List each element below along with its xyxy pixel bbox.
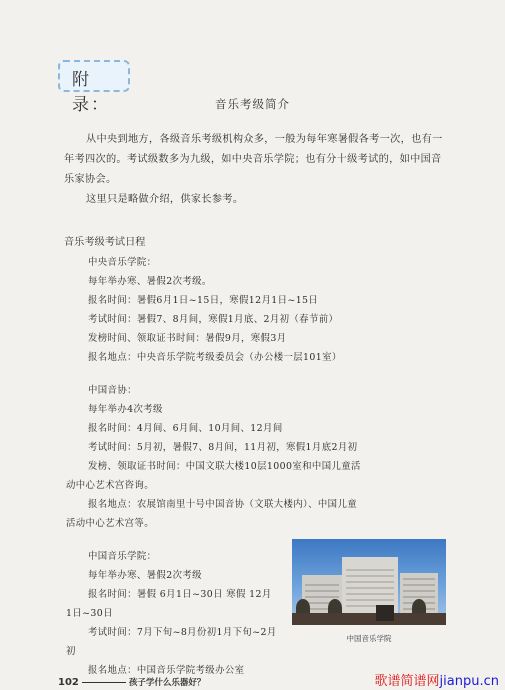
- watermark-en: jianpu.cn: [439, 674, 499, 689]
- ccm-name: 中国音乐学院：: [88, 551, 157, 562]
- page-number: 102: [58, 677, 79, 688]
- cma-line: 发榜、领取证书时间：中国文联大楼10层1000室和中国儿童活: [88, 461, 361, 472]
- conservatory-photo: [292, 539, 446, 625]
- ccom-line: 报名时间：暑假6月1日~15日，寒假12月1日~15日: [88, 295, 319, 306]
- intro-line-3: 乐家协会。: [64, 174, 117, 185]
- cma-line: 活动中心艺术宫等。: [66, 518, 154, 529]
- cma-line: 动中心艺术宫咨询。: [66, 480, 154, 491]
- intro-line-4: 这里只是略做介绍，供家长参考。: [86, 194, 244, 205]
- ccom-line: 发榜时间、领取证书时间：暑假9月，寒假3月: [88, 333, 287, 344]
- schedule-title: 音乐考级考试日程: [64, 237, 146, 248]
- ccm-line: 初: [66, 646, 76, 657]
- page-title: 音乐考级简介: [215, 97, 290, 111]
- ccom-line: 每年举办寒、暑假2次考级。: [88, 276, 212, 287]
- ccom-name: 中央音乐学院：: [88, 257, 157, 268]
- cma-line: 报名时间：4月间、6月间、10月间、12月间: [88, 423, 283, 434]
- ccm-line: 考试时间：7月下旬~8月份初1月下旬~2月: [88, 627, 277, 638]
- book-title: 孩子学什么乐器好？: [128, 678, 206, 688]
- gate: [376, 605, 394, 621]
- intro-line-1: 从中央到地方，各级音乐考级机构众多，一般为每年寒暑假各考一次，也有一: [86, 134, 443, 145]
- photo-caption: 中国音乐学院: [346, 634, 392, 643]
- footer-rule: [82, 682, 126, 683]
- cma-line: 报名地点：农展馆南里十号中国音协（文联大楼内）、中国儿童: [88, 499, 358, 510]
- intro-paragraph: [64, 130, 446, 210]
- ccm-line: 每年举办寒、暑假2次考级: [88, 570, 202, 581]
- cma-line: 考试时间：5月初，暑假7、8月间，11月初，寒假1月底2月初: [88, 442, 358, 453]
- ground: [292, 613, 446, 625]
- intro-line-2: 年考四次的。考试级数多为九级，如中央音乐学院；也有分十级考试的，如中国音: [64, 154, 442, 165]
- watermark: [375, 670, 499, 689]
- ccom-line: 考试时间：暑假7、8月间，寒假1月底、2月初（春节前）: [88, 314, 339, 325]
- appendix-label: 附录：: [72, 70, 110, 115]
- ccom-line: 报名地点：中央音乐学院考级委员会（办公楼一层101室）: [88, 352, 342, 363]
- ccm-line: 报名时间：暑假 6月1日~30日 寒假 12月: [88, 589, 272, 600]
- page-footer: [58, 676, 205, 688]
- ccm-line: 报名地点：中国音乐学院考级办公室: [88, 665, 245, 676]
- cma-name: 中国音协：: [88, 385, 137, 396]
- appendix-label-box: [58, 60, 130, 115]
- cma-line: 每年举办4次考级: [88, 404, 163, 415]
- ccm-line: 1日~30日: [66, 608, 113, 619]
- watermark-cn: 歌谱简谱网: [374, 674, 440, 689]
